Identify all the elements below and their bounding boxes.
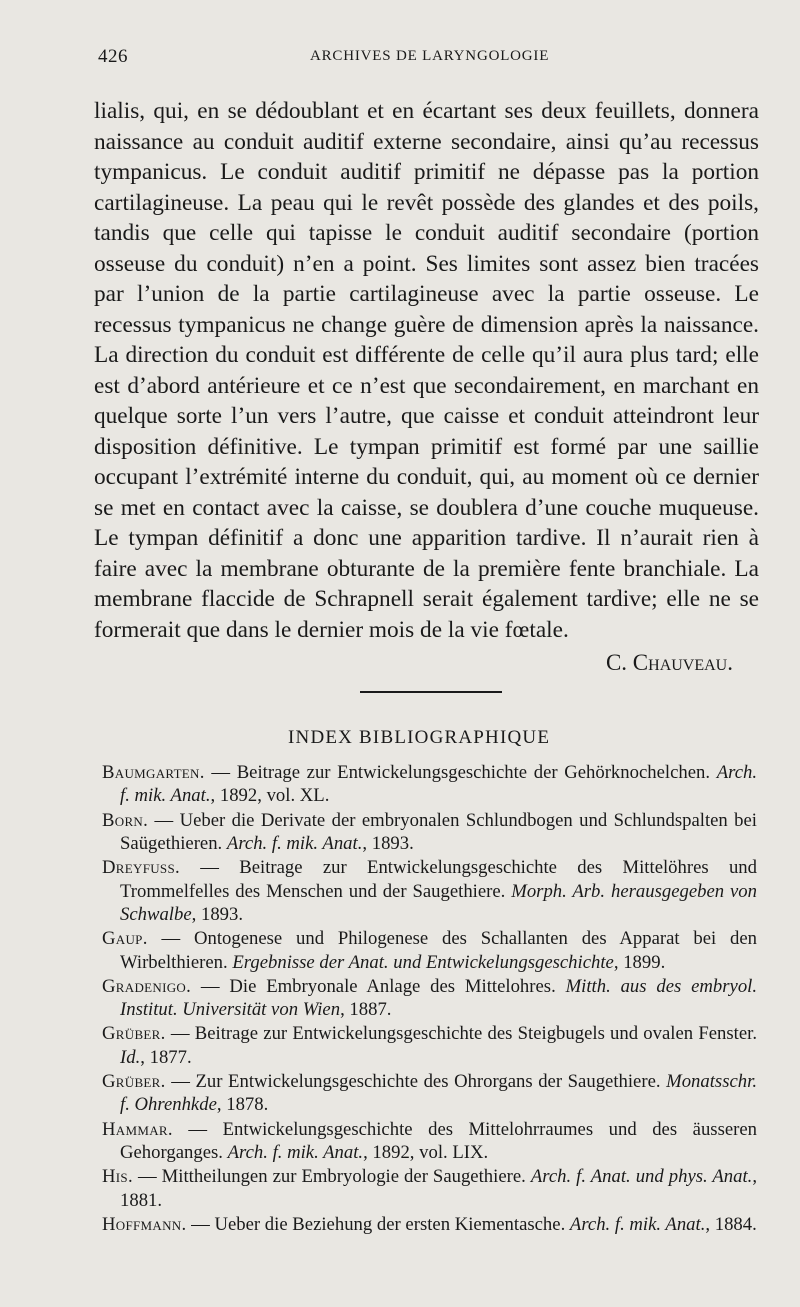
page-header (98, 46, 754, 76)
bibliography-entry: Baumgarten. — Beitrage zur Entwickelungsgeschichte der Gehörknochelchen. Arch. f. mik. Anat., 1892, vol. XL. (102, 762, 758, 807)
bibliography-entry: Gaup. — Ontogenese und Philogenese des Schallanten des Apparat bei den Wirbelthieren. Ergebnisse der Anat. und Entwickelungsgeschichte, 1899. (102, 928, 757, 973)
bibliography-list (102, 761, 757, 1237)
body-paragraph: lialis, qui, en se dédoublant et en écartant ses deux feuillets, donnera naissance au conduit auditif externe secondaire, ainsi qu’au recessus tympanicus. Le conduit auditif primitif ne dépasse pas la portion cartilagineuse. La peau qui le revêt possède des glandes et des poils, tandis que celle qui tapisse le conduit auditif secondaire (portion osseuse du conduit) n’en a point. Ses limites sont assez bien tracées par l’union de la partie cartilagineuse avec la partie osseuse. Le recessus tympanicus ne change guère de dimension après la naissance. La direction du conduit est différente de celle qu’il aura plus tard; elle est d’abord antérieure et ce n’est que secondairement, en marchant en quelque sorte l’un vers l’autre, que caisse et conduit atteindront leur disposition définitive. Le tympan primitif est formé par une saillie occupant l’extrémité interne du conduit, qui, au moment où ce dernier se met en contact avec la caisse, se doublera d’une couche muqueuse. Le tympan définitif a donc une apparition tardive. Il n’aurait rien à faire avec la membrane obturante de la première fente branchiale. La membrane flaccide de Schrapnell serait également tardive; elle ne se formerait que dans le dernier mois de la vie fœtale. (94, 98, 759, 643)
section-divider (360, 691, 502, 693)
bibliography-entry: Hoffmann. — Ueber die Beziehung der ersten Kiementasche. Arch. f. mik. Anat., 1884. (102, 1213, 757, 1235)
bibliography-entry: His. — Mittheilungen zur Embryologie der Saugethiere. Arch. f. Anat. und phys. Anat., 1881. (102, 1166, 758, 1211)
bibliography-heading: INDEX BIBLIOGRAPHIQUE (288, 727, 551, 748)
bibliography-entry: Hammar. — Entwickelungsgeschichte des Mittelohrraumes und des äusseren Gehorganges. Arch. f. mik. Anat., 1892, vol. LIX. (102, 1118, 758, 1164)
bibliography-entry: Gradenigo. — Die Embryonale Anlage des Mittelohres. Mitth. aus des embryol. Institut. Universität von Wien, 1887. (102, 975, 758, 1021)
bibliography-entry: Born. — Ueber die Derivate der embryonalen Schlundbogen und Schlundspalten bei Saügethieren. Arch. f. mik. Anat., 1893. (102, 809, 758, 855)
page-number: 426 (98, 46, 128, 67)
author-signature: C. Chauveau. (605, 650, 733, 675)
bibliography-entry: Dreyfuss. — Beitrage zur Entwickelungsgeschichte des Mittelöhres und Trommelfelles des Menschen und der Saugethiere. Morph. Arb. herausgegeben von Schwalbe, 1893. (102, 857, 757, 926)
bibliography-entry: Grüber. — Beitrage zur Entwickelungsgeschichte des Steigbugels und ovalen Fenster. Id., 1877. (102, 1023, 757, 1068)
running-title: ARCHIVES DE LARYNGOLOGIE (310, 48, 550, 64)
bibliography-entry: Grüber. — Zur Entwickelungsgeschichte des Ohrorgans der Saugethiere. Monatsschr. f. Ohrenhkde, 1878. (102, 1071, 757, 1116)
